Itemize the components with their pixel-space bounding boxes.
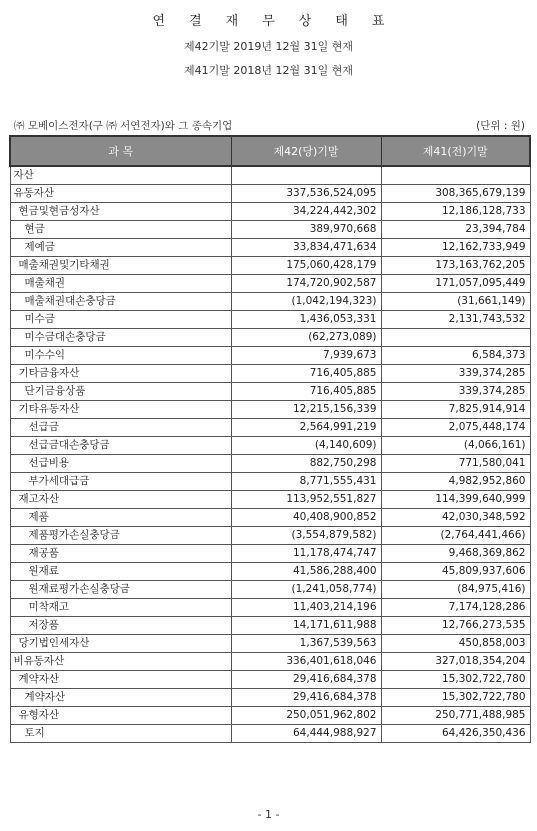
current-amount: (1,042,194,323) <box>231 293 381 311</box>
header-current: 제42(당)기말 <box>231 136 381 166</box>
header-item: 과 목 <box>10 136 231 166</box>
current-amount: 33,834,471,634 <box>231 239 381 257</box>
prior-amount: 250,771,488,985 <box>381 707 530 725</box>
table-row <box>10 275 530 293</box>
account-label: 미수금대손충당금 <box>10 329 231 347</box>
prior-amount: 7,825,914,914 <box>381 401 530 419</box>
prior-amount: 173,163,762,205 <box>381 257 530 275</box>
prior-amount: 23,394,784 <box>381 221 530 239</box>
account-label: 제품 <box>10 509 231 527</box>
title-char: 연 <box>152 14 166 29</box>
account-label: 미착재고 <box>10 599 231 617</box>
company-name: ㈜ 모베이스전자(구 ㈜ 서연전자)와 그 종속기업 <box>14 120 233 132</box>
account-label: 원재료평가손실충당금 <box>10 581 231 599</box>
prior-amount: 2,131,743,532 <box>381 311 530 329</box>
current-amount: 64,444,988,927 <box>231 725 381 743</box>
table-row <box>10 203 530 221</box>
table-row <box>10 725 530 743</box>
prior-amount: 15,302,722,780 <box>381 671 530 689</box>
prior-amount <box>381 329 530 347</box>
current-amount: 336,401,618,046 <box>231 653 381 671</box>
table-row <box>10 293 530 311</box>
prior-amount: 2,075,448,174 <box>381 419 530 437</box>
prior-amount: 4,982,952,860 <box>381 473 530 491</box>
account-label: 비유동자산 <box>10 653 231 671</box>
table-row <box>10 509 530 527</box>
prior-amount: (4,066,161) <box>381 437 530 455</box>
account-label: 선급금 <box>10 419 231 437</box>
account-label: 재고자산 <box>10 491 231 509</box>
current-amount: 716,405,885 <box>231 365 381 383</box>
prior-amount: 450,858,003 <box>381 635 530 653</box>
account-label: 유동자산 <box>10 185 231 203</box>
prior-amount: 6,584,373 <box>381 347 530 365</box>
table-row <box>10 635 530 653</box>
account-label: 저장품 <box>10 617 231 635</box>
current-amount: 113,952,551,827 <box>231 491 381 509</box>
table-row <box>10 491 530 509</box>
prior-amount: 114,399,640,999 <box>381 491 530 509</box>
prior-amount: 771,580,041 <box>381 455 530 473</box>
table-row <box>10 383 530 401</box>
prior-amount: 171,057,095,449 <box>381 275 530 293</box>
current-amount: 2,564,991,219 <box>231 419 381 437</box>
table-row <box>10 166 530 185</box>
header-prior: 제41(전)기말 <box>381 136 530 166</box>
table-row <box>10 437 530 455</box>
account-label: 기타금융자산 <box>10 365 231 383</box>
account-label: 미수금 <box>10 311 231 329</box>
account-label: 계약자산 <box>10 671 231 689</box>
account-label: 토지 <box>10 725 231 743</box>
statement-title <box>0 10 537 29</box>
account-label: 매출채권 <box>10 275 231 293</box>
table-row <box>10 455 530 473</box>
unit-label: (단위 : 원) <box>476 120 525 132</box>
table-row <box>10 617 530 635</box>
account-label: 미수수익 <box>10 347 231 365</box>
current-amount: 882,750,298 <box>231 455 381 473</box>
current-amount: 29,416,684,378 <box>231 689 381 707</box>
account-label: 단기금융상품 <box>10 383 231 401</box>
table-row <box>10 311 530 329</box>
account-label: 유형자산 <box>10 707 231 725</box>
table-row <box>10 653 530 671</box>
prior-amount: 7,174,128,286 <box>381 599 530 617</box>
current-amount: 11,178,474,747 <box>231 545 381 563</box>
account-label: 현금및현금성자산 <box>10 203 231 221</box>
period-current: 제42기말 2019년 12월 31일 현재 <box>184 40 353 53</box>
current-amount: 11,403,214,196 <box>231 599 381 617</box>
account-label: 자산 <box>10 166 231 185</box>
current-amount: 7,939,673 <box>231 347 381 365</box>
account-label: 부가세대급금 <box>10 473 231 491</box>
prior-amount: (31,661,149) <box>381 293 530 311</box>
current-amount: 1,367,539,563 <box>231 635 381 653</box>
account-label: 현금 <box>10 221 231 239</box>
current-amount: 40,408,900,852 <box>231 509 381 527</box>
table-row <box>10 563 530 581</box>
account-label: 원재료 <box>10 563 231 581</box>
prior-amount: 12,766,273,535 <box>381 617 530 635</box>
table-row <box>10 239 530 257</box>
current-amount: 14,171,611,988 <box>231 617 381 635</box>
title-char: 결 <box>189 14 202 29</box>
table-row <box>10 689 530 707</box>
balance-sheet-table <box>9 135 531 743</box>
current-amount: 8,771,555,431 <box>231 473 381 491</box>
current-amount: 41,586,288,400 <box>231 563 381 581</box>
title-char: 상 <box>298 14 312 29</box>
title-char: 태 <box>335 14 348 29</box>
prior-amount: 308,365,679,139 <box>381 185 530 203</box>
current-amount: 12,215,156,339 <box>231 401 381 419</box>
account-label: 선급금대손충당금 <box>10 437 231 455</box>
title-char: 표 <box>371 14 385 29</box>
title-char: 무 <box>262 14 275 29</box>
current-amount <box>231 166 381 185</box>
table-row <box>10 599 530 617</box>
table-row <box>10 545 530 563</box>
prior-amount: 64,426,350,436 <box>381 725 530 743</box>
current-amount: (62,273,089) <box>231 329 381 347</box>
table-row <box>10 365 530 383</box>
current-amount: 1,436,053,331 <box>231 311 381 329</box>
current-amount: 337,536,524,095 <box>231 185 381 203</box>
account-label: 제품평가손실충당금 <box>10 527 231 545</box>
period-prior: 제41기말 2018년 12월 31일 현재 <box>184 64 353 77</box>
table-row <box>10 527 530 545</box>
current-amount: 250,051,962,802 <box>231 707 381 725</box>
table-row <box>10 419 530 437</box>
current-amount: 34,224,442,302 <box>231 203 381 221</box>
table-row <box>10 473 530 491</box>
prior-amount: 12,186,128,733 <box>381 203 530 221</box>
current-amount: (3,554,879,582) <box>231 527 381 545</box>
prior-amount: (2,764,441,466) <box>381 527 530 545</box>
account-label: 매출채권및기타채권 <box>10 257 231 275</box>
prior-amount: 45,809,937,606 <box>381 563 530 581</box>
current-amount: (4,140,609) <box>231 437 381 455</box>
table-row <box>10 221 530 239</box>
account-label: 매출채권대손충당금 <box>10 293 231 311</box>
table-row <box>10 401 530 419</box>
account-label: 당기법인세자산 <box>10 635 231 653</box>
table-row <box>10 347 530 365</box>
account-label: 계약자산 <box>10 689 231 707</box>
account-label: 재공품 <box>10 545 231 563</box>
prior-amount: 339,374,285 <box>381 383 530 401</box>
prior-amount: 327,018,354,204 <box>381 653 530 671</box>
page-number: - 1 - <box>257 808 280 821</box>
prior-amount: 9,468,369,862 <box>381 545 530 563</box>
account-label: 제예금 <box>10 239 231 257</box>
table-row <box>10 329 530 347</box>
table-row <box>10 671 530 689</box>
prior-amount <box>381 166 530 185</box>
prior-amount: 12,162,733,949 <box>381 239 530 257</box>
current-amount: 175,060,428,179 <box>231 257 381 275</box>
current-amount: 174,720,902,587 <box>231 275 381 293</box>
table-row <box>10 257 530 275</box>
current-amount: 389,970,668 <box>231 221 381 239</box>
table-row <box>10 707 530 725</box>
account-label: 선급비용 <box>10 455 231 473</box>
prior-amount: 339,374,285 <box>381 365 530 383</box>
current-amount: (1,241,058,774) <box>231 581 381 599</box>
prior-amount: 15,302,722,780 <box>381 689 530 707</box>
table-header-row <box>10 136 530 166</box>
title-char: 재 <box>225 14 239 29</box>
table-row <box>10 185 530 203</box>
table-row <box>10 581 530 599</box>
prior-amount: 42,030,348,592 <box>381 509 530 527</box>
current-amount: 716,405,885 <box>231 383 381 401</box>
current-amount: 29,416,684,378 <box>231 671 381 689</box>
account-label: 기타유동자산 <box>10 401 231 419</box>
prior-amount: (84,975,416) <box>381 581 530 599</box>
